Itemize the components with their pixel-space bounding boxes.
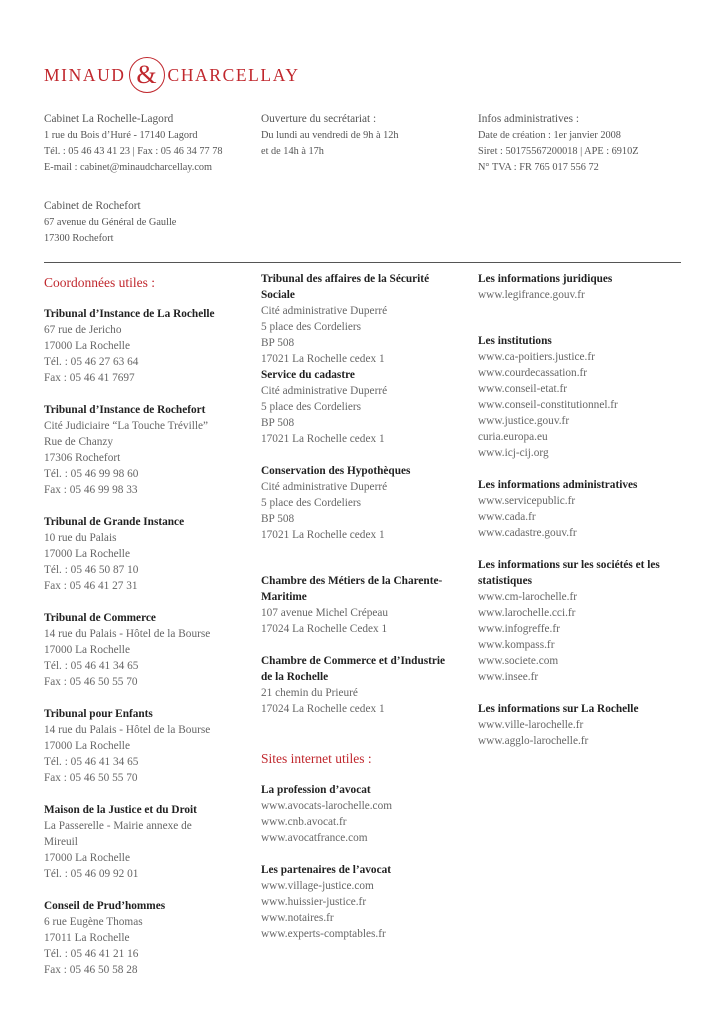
header-cabinets <box>44 111 223 247</box>
court-name: Tribunal de Grande Instance <box>44 516 185 528</box>
website-link[interactable]: www.avocats-larochelle.com <box>261 800 393 812</box>
logo-ampersand: & <box>129 57 165 93</box>
cabinet-lagord-address: 1 rue du Bois d’Huré - 17140 Lagord <box>44 130 198 141</box>
block-chambre-commerce <box>261 653 445 717</box>
block-infos-societes <box>478 557 660 685</box>
block-name: Les informations sur les sociétés et les <box>478 559 660 571</box>
court-detail-line: 17000 La Rochelle <box>44 644 130 656</box>
block-securite-sociale <box>261 271 445 367</box>
court-detail-line: Tél. : 05 46 50 87 10 <box>44 564 139 576</box>
court-detail-line: 17000 La Rochelle <box>44 740 130 752</box>
block-name: Les partenaires de l’avocat <box>261 864 391 876</box>
block-name: Les institutions <box>478 335 552 347</box>
court-detail-line: 17011 La Rochelle <box>44 932 130 944</box>
block-name: Les informations juridiques <box>478 273 613 285</box>
admin-creation-date: Date de création : 1er janvier 2008 <box>478 130 621 141</box>
block-name: Chambre de Commerce et d’Industrie <box>261 655 446 667</box>
coordonnees-heading: Coordonnées utiles : <box>44 275 155 290</box>
header-secretariat <box>261 111 399 160</box>
block-line: BP 508 <box>261 337 295 349</box>
block-infos-la-rochelle <box>478 701 660 749</box>
block-institutions <box>478 333 660 461</box>
court-name: Tribunal d’Instance de Rochefort <box>44 404 206 416</box>
block-name: Maritime <box>261 591 307 603</box>
website-link[interactable]: www.insee.fr <box>478 671 539 683</box>
website-link[interactable]: www.conseil-etat.fr <box>478 383 567 395</box>
block-line: 17024 La Rochelle Cedex 1 <box>261 623 388 635</box>
website-link[interactable]: www.icj-cij.org <box>478 447 549 459</box>
block-name: Les informations administratives <box>478 479 638 491</box>
logo-text-right: CHARCELLAY <box>167 64 300 85</box>
website-link[interactable]: www.cm-larochelle.fr <box>478 591 578 603</box>
court-detail-line: Fax : 05 46 99 98 33 <box>44 484 138 496</box>
court-detail-line: Fax : 05 46 41 7697 <box>44 372 135 384</box>
court-name: Conseil de Prud’hommes <box>44 900 166 912</box>
website-link[interactable]: www.societe.com <box>478 655 559 667</box>
block-line: 17024 La Rochelle cedex 1 <box>261 703 385 715</box>
website-link[interactable]: www.ville-larochelle.fr <box>478 719 584 731</box>
middle-column <box>261 271 445 958</box>
website-link[interactable]: www.conseil-constitutionnel.fr <box>478 399 618 411</box>
court-detail-line: 6 rue Eugène Thomas <box>44 916 143 928</box>
cabinet-lagord-title: Cabinet La Rochelle-Lagord <box>44 113 174 125</box>
court-detail-line: Tél. : 05 46 41 34 65 <box>44 660 139 672</box>
block-name: Tribunal des affaires de la Sécurité <box>261 273 430 285</box>
admin-tva: N° TVA : FR 765 017 556 72 <box>478 162 599 173</box>
court-detail-line: Cité Judiciaire “La Touche Tréville” <box>44 420 209 432</box>
court-detail-line: Tél. : 05 46 41 21 16 <box>44 948 139 960</box>
court-contact-block <box>44 402 215 498</box>
website-link[interactable]: www.cnb.avocat.fr <box>261 816 347 828</box>
website-link[interactable]: www.legifrance.gouv.fr <box>478 289 585 301</box>
cabinet-rochefort-title: Cabinet de Rochefort <box>44 200 141 212</box>
block-line: Cité administrative Duperré <box>261 481 388 493</box>
court-detail-line: Fax : 05 46 50 55 70 <box>44 772 138 784</box>
block-line: Cité administrative Duperré <box>261 385 388 397</box>
court-contact-block <box>44 514 215 594</box>
website-link[interactable]: www.agglo-larochelle.fr <box>478 735 589 747</box>
block-line: 5 place des Cordeliers <box>261 497 362 509</box>
court-detail-line: 10 rue du Palais <box>44 532 117 544</box>
court-contact-block <box>44 306 215 386</box>
website-link[interactable]: www.huissier-justice.fr <box>261 896 367 908</box>
court-name: Tribunal d’Instance de La Rochelle <box>44 308 215 320</box>
website-link[interactable]: www.cada.fr <box>478 511 536 523</box>
block-name: de la Rochelle <box>261 671 329 683</box>
sites-heading: Sites internet utiles : <box>261 751 372 766</box>
coordonnees-column <box>44 271 215 994</box>
cabinet-lagord-phone: Tél. : 05 46 43 41 23 | Fax : 05 46 34 77 78 <box>44 146 223 157</box>
court-detail-line: 17000 La Rochelle <box>44 852 130 864</box>
cabinet-rochefort-street: 67 avenue du Général de Gaulle <box>44 217 177 228</box>
block-cadastre <box>261 367 445 447</box>
website-link[interactable]: www.larochelle.cci.fr <box>478 607 576 619</box>
court-detail-line: Mireuil <box>44 836 78 848</box>
website-link[interactable]: www.notaires.fr <box>261 912 334 924</box>
court-detail-line: Fax : 05 46 50 55 70 <box>44 676 138 688</box>
court-detail-line: Rue de Chanzy <box>44 436 114 448</box>
court-detail-line: 14 rue du Palais - Hôtel de la Bourse <box>44 628 211 640</box>
header-divider <box>44 262 681 263</box>
court-name: Tribunal de Commerce <box>44 612 156 624</box>
header-admin <box>478 111 639 176</box>
block-line: 107 avenue Michel Crépeau <box>261 607 389 619</box>
admin-title: Infos administratives : <box>478 113 580 125</box>
logo-text-left: MINAUD <box>44 64 126 85</box>
block-infos-administratives <box>478 477 660 541</box>
secretariat-title: Ouverture du secrétariat : <box>261 113 377 125</box>
court-name: Tribunal pour Enfants <box>44 708 153 720</box>
block-name: Les informations sur La Rochelle <box>478 703 639 715</box>
website-link[interactable]: www.courdecassation.fr <box>478 367 588 379</box>
website-link[interactable]: www.kompass.fr <box>478 639 555 651</box>
cabinet-rochefort-city: 17300 Rochefort <box>44 233 114 244</box>
court-contact-block <box>44 706 215 786</box>
block-line: 17021 La Rochelle cedex 1 <box>261 433 385 445</box>
court-name: Maison de la Justice et du Droit <box>44 804 197 816</box>
website-link[interactable]: www.avocatfrance.com <box>261 832 368 844</box>
block-line: BP 508 <box>261 513 295 525</box>
firm-logo <box>44 55 300 95</box>
court-detail-line: Tél. : 05 46 27 63 64 <box>44 356 139 368</box>
court-detail-line: Fax : 05 46 41 27 31 <box>44 580 138 592</box>
block-hypotheques <box>261 463 445 543</box>
secretariat-hours-2: et de 14h à 17h <box>261 146 324 157</box>
block-name: statistiques <box>478 575 532 587</box>
court-detail-line: 17000 La Rochelle <box>44 548 130 560</box>
court-detail-line: Tél. : 05 46 09 92 01 <box>44 868 139 880</box>
court-detail-line: Tél. : 05 46 99 98 60 <box>44 468 139 480</box>
court-contact-block <box>44 802 215 882</box>
right-column <box>478 271 660 765</box>
website-link[interactable]: www.infogreffe.fr <box>478 623 560 635</box>
block-line: 5 place des Cordeliers <box>261 321 362 333</box>
block-name: Sociale <box>261 289 295 301</box>
block-chambre-metiers <box>261 573 445 637</box>
cabinet-lagord-email[interactable]: E-mail : cabinet@minaudcharcellay.com <box>44 162 213 173</box>
court-contact-block <box>44 898 215 978</box>
website-link[interactable]: www.village-justice.com <box>261 880 374 892</box>
court-detail-line: La Passerelle - Mairie annexe de <box>44 820 192 832</box>
website-link[interactable]: www.experts-comptables.fr <box>261 928 386 940</box>
website-link[interactable]: www.cadastre.gouv.fr <box>478 527 577 539</box>
block-name: Chambre des Métiers de la Charente- <box>261 575 443 587</box>
court-detail-line: Tél. : 05 46 41 34 65 <box>44 756 139 768</box>
block-line: BP 508 <box>261 417 295 429</box>
website-link[interactable]: www.servicepublic.fr <box>478 495 576 507</box>
block-profession-avocat <box>261 782 445 846</box>
court-detail-line: 14 rue du Palais - Hôtel de la Bourse <box>44 724 211 736</box>
website-link[interactable]: www.ca-poitiers.justice.fr <box>478 351 595 363</box>
block-infos-juridiques <box>478 271 660 303</box>
block-line: 17021 La Rochelle cedex 1 <box>261 529 385 541</box>
court-detail-line: 67 rue de Jericho <box>44 324 122 336</box>
court-detail-line: Fax : 05 46 50 58 28 <box>44 964 138 976</box>
court-contact-block <box>44 610 215 690</box>
court-detail-line: 17000 La Rochelle <box>44 340 130 352</box>
block-name: Service du cadastre <box>261 369 355 381</box>
block-line: 5 place des Cordeliers <box>261 401 362 413</box>
website-link[interactable]: curia.europa.eu <box>478 431 548 443</box>
website-link[interactable]: www.justice.gouv.fr <box>478 415 570 427</box>
block-name: Conservation des Hypothèques <box>261 465 411 477</box>
block-partenaires-avocat <box>261 862 445 942</box>
block-line: 21 chemin du Prieuré <box>261 687 358 699</box>
block-name: La profession d’avocat <box>261 784 371 796</box>
secretariat-hours-1: Du lundi au vendredi de 9h à 12h <box>261 130 399 141</box>
court-detail-line: 17306 Rochefort <box>44 452 121 464</box>
block-line: 17021 La Rochelle cedex 1 <box>261 353 385 365</box>
block-line: Cité administrative Duperré <box>261 305 388 317</box>
admin-siret: Siret : 50175567200018 | APE : 6910Z <box>478 146 639 157</box>
